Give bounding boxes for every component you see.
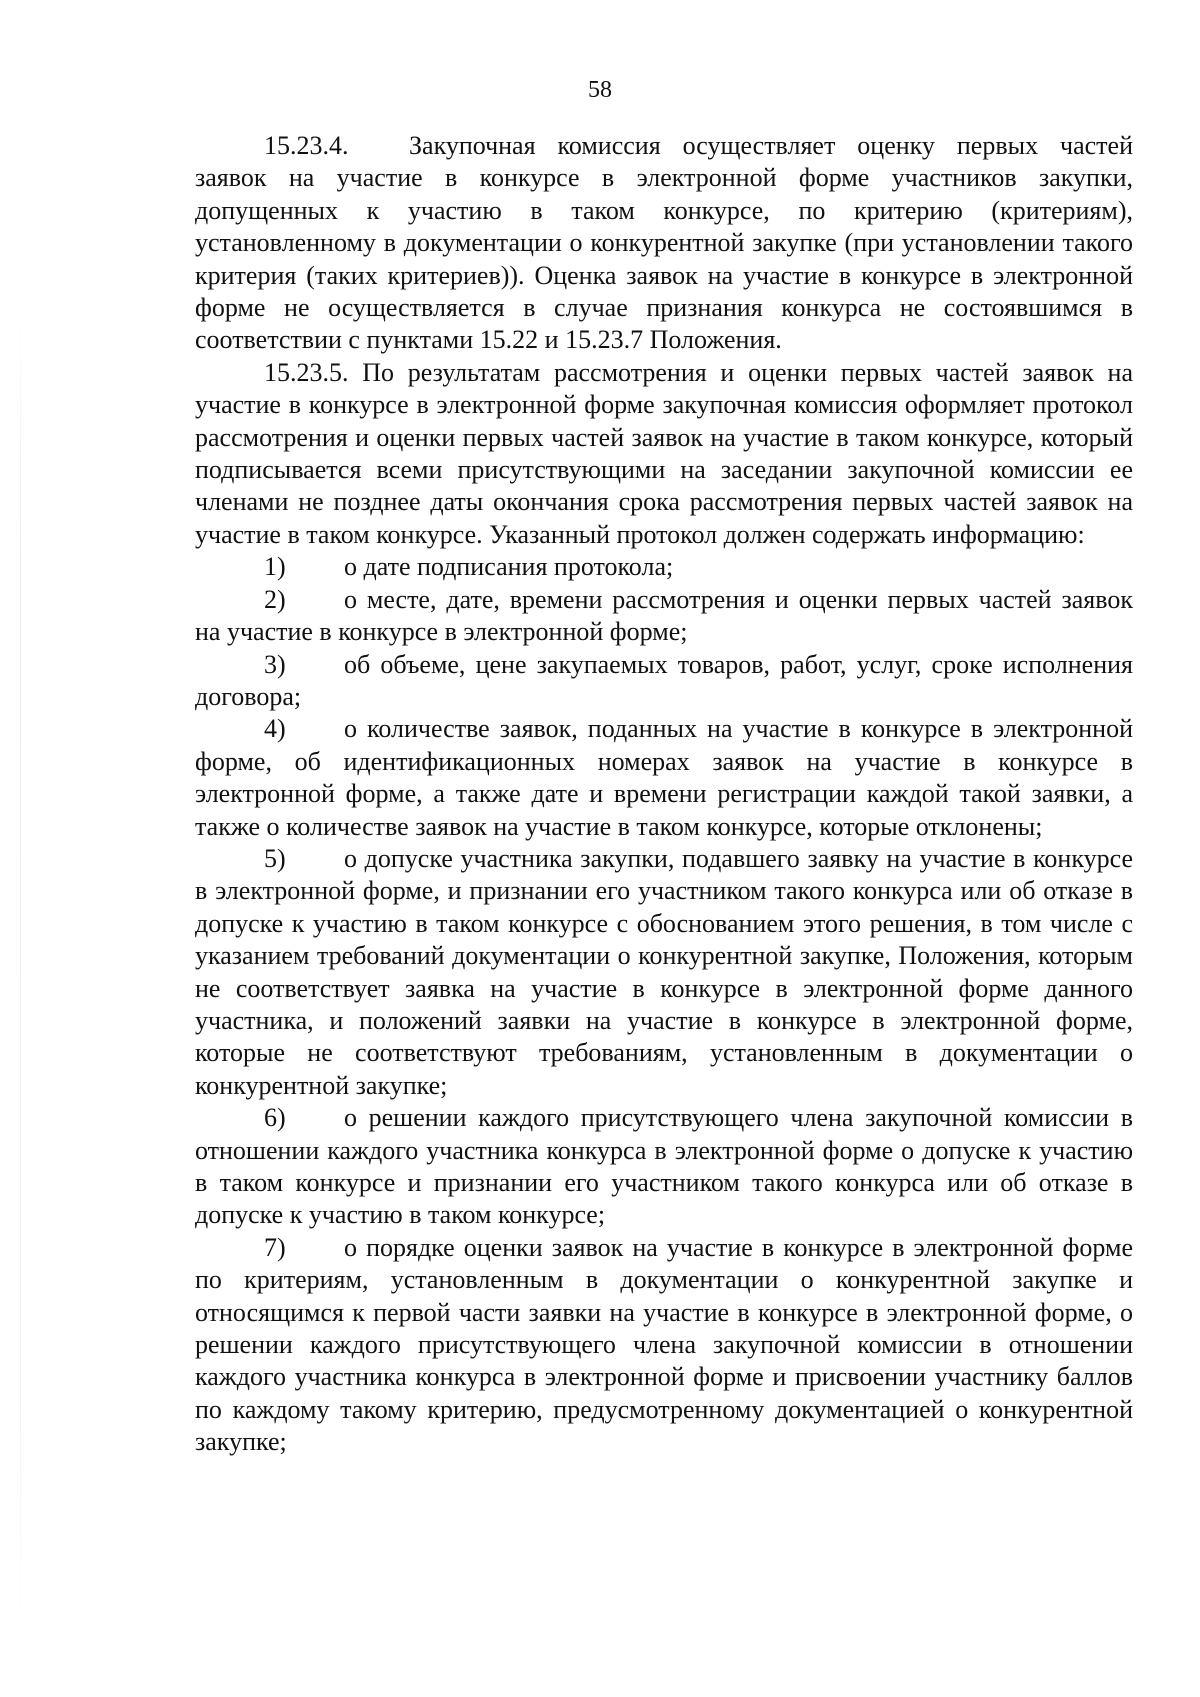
list-item-text: об объеме, цене закупаемых товаров, работ, услуг, сроке исполнения договора;	[195, 649, 1133, 711]
paragraph-15-23-5	[195, 357, 1133, 551]
list-item-7	[195, 1232, 1133, 1459]
list-item-6	[195, 1102, 1133, 1232]
list-number: 2)	[264, 584, 286, 614]
list-item-1	[195, 551, 1133, 583]
paragraph-text: По результатам рассмотрения и оценки первых частей заявок на участие в конкурсе в электронной форме закупочная комиссия оформляет протокол рассмотрения и оценки первых частей заявок на участие в таком конкурсе, который подписывается всеми присутствующими на заседании закупочной комиссии ее членами не позднее даты окончания срока рассмотрения первых частей заявок на участие в таком конкурсе. Указанный протокол должен содержать информацию:	[195, 357, 1134, 549]
list-item-text: о месте, дате, времени рассмотрения и оценки первых частей заявок на участие в конкурсе в электронной форме;	[195, 584, 1133, 647]
paragraph-text: Закупочная комиссия осуществляет оценку первых частей заявок на участие в конкурсе в электронной форме участников закупки, допущенных к участию в таком конкурсе, по критерию (критериям), установленному в документации о конкурентной закупке (при установлении такого критерия (таких критериев)). Оценка заявок на участие в конкурсе в электронной форме не осуществляется в случае признания конкурса не состоявшимся в соответствии с пунктами 15.22 и 15.23.7 Положения.	[195, 131, 1133, 355]
list-number: 5)	[264, 843, 286, 873]
list-item-3	[195, 649, 1133, 714]
list-number: 3)	[264, 649, 286, 679]
section-number: 15.23.4.	[264, 131, 349, 160]
scan-edge-shadow	[20, 300, 21, 1650]
list-item-2	[195, 584, 1133, 649]
list-number: 6)	[264, 1103, 286, 1133]
list-item-text: о количестве заявок, поданных на участие в конкурсе в электронной форме, об идентификационных номерах заявок на участие в конкурсе в электронной форме, а также дате и времени регистрации каждой такой заявки, а также о количестве заявок на участие в таком конкурсе, которые отклонены;	[195, 714, 1133, 841]
list-number: 1)	[264, 552, 286, 582]
list-item-text: о дате подписания протокола;	[344, 552, 674, 582]
list-number: 7)	[264, 1232, 286, 1262]
list-item-text: о решении каждого присутствующего члена закупочной комиссии в отношении каждого участника конкурса в электронной форме о допуске к участию в таком конкурсе и признании его участником такого конкурса или об отказе в допуске к участию в таком конкурсе;	[195, 1103, 1133, 1230]
list-number: 4)	[264, 714, 286, 744]
paragraph-15-23-4	[195, 130, 1133, 357]
page-number: 58	[588, 77, 612, 103]
list-item-text: о порядке оценки заявок на участие в конкурсе в электронной форме по критериям, установленным в документации о конкурентной закупке и относящимся к первой части заявки на участие в конкурсе в электронной форме, о решении каждого присутствующего члена закупочной комиссии в отношении каждого участника конкурса в электронной форме и присвоении участнику баллов по каждому такому критерию, предусмотренному документацией о конкурентной закупке;	[195, 1232, 1133, 1457]
list-item-5	[195, 843, 1133, 1102]
list-item-text: о допуске участника закупки, подавшего заявку на участие в конкурсе в электронной форме, и признании его участником такого конкурса или об отказе в допуске к участию в таком конкурсе с обоснованием этого решения, в том числе с указанием требований документации о конкурентной закупке, Положения, которым не соответствует заявка на участие в конкурсе в электронной форме данного участника, и положений заявки на участие в конкурсе в электронной форме, которые не соответствуют требованиям, установленным в документации о конкурентной закупке;	[195, 843, 1133, 1100]
list-item-4	[195, 713, 1133, 843]
section-number: 15.23.5.	[264, 357, 349, 387]
document-body	[195, 130, 1133, 1459]
